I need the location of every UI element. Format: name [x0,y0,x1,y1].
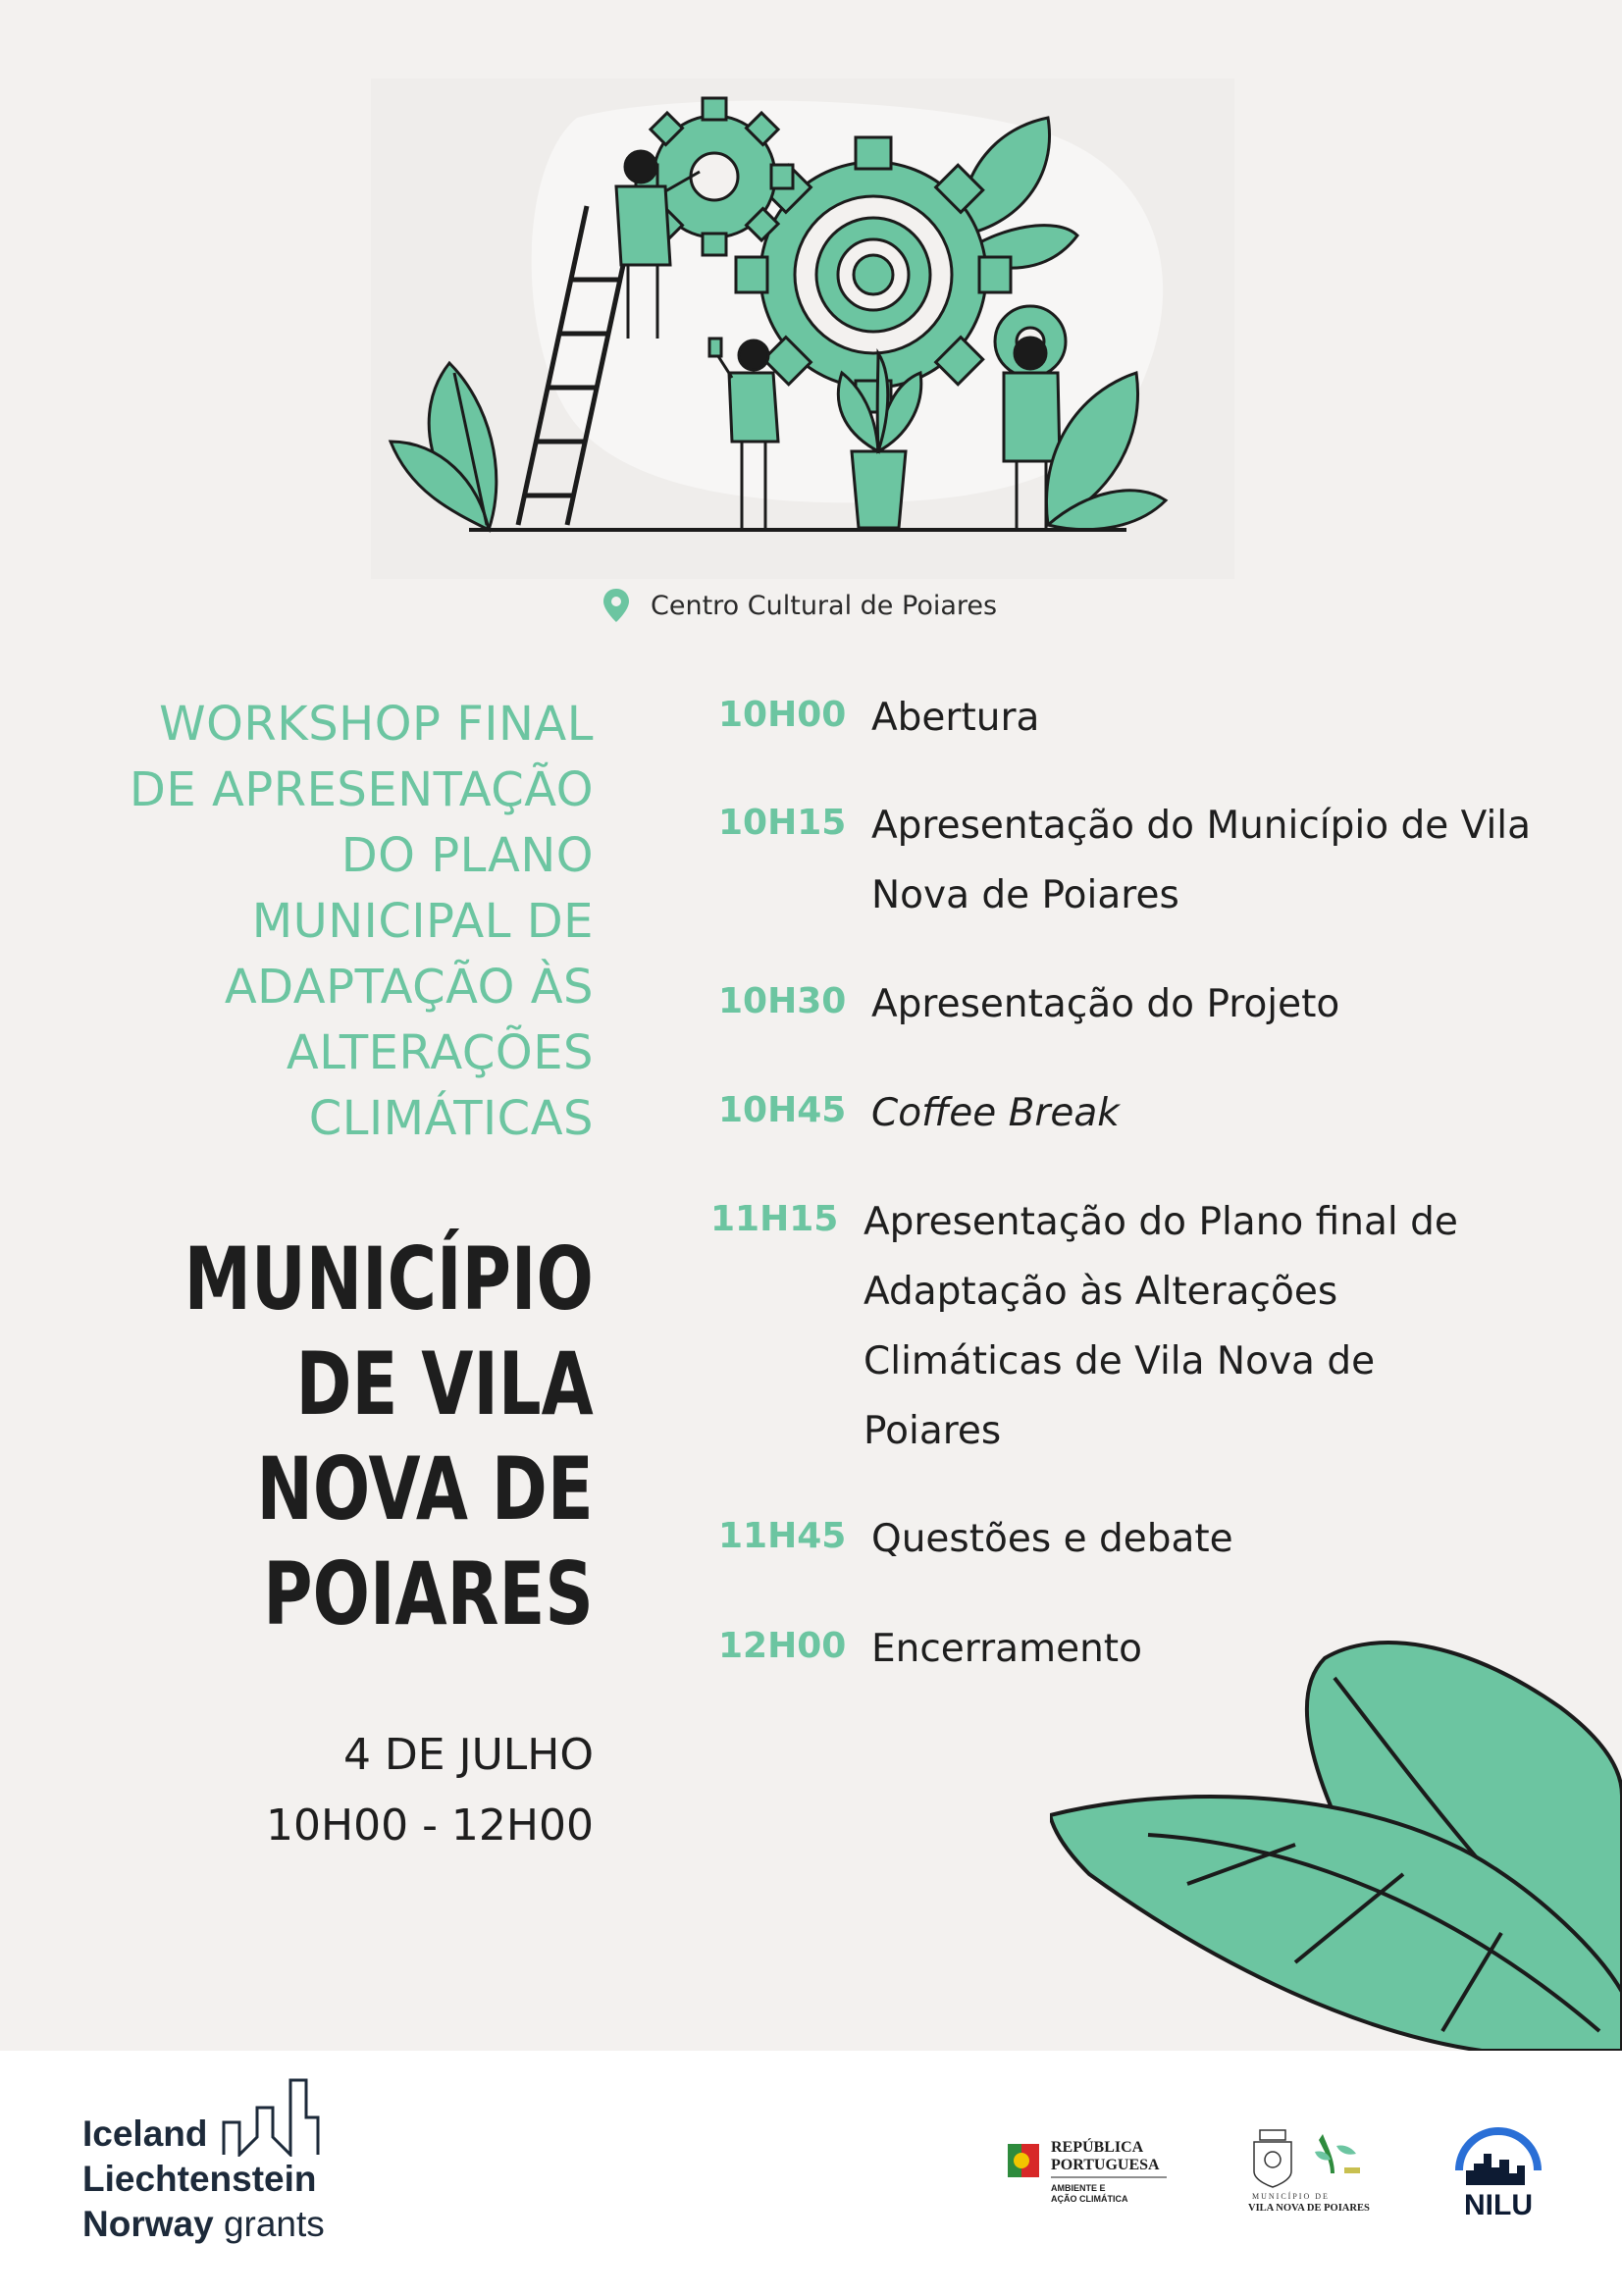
schedule-time: 12H00 [718,1626,847,1666]
schedule-time: 10H30 [718,981,847,1021]
grants-bars-icon [222,2078,320,2157]
municipality-line: MUNICÍPIO [183,1228,594,1330]
workshop-title-line: DE APRESENTAÇÃO [129,762,594,817]
schedule-text-line: Adaptação às Alterações [863,1270,1338,1314]
event-location [603,581,997,630]
rp-line2: PORTUGUESA [1051,2157,1160,2173]
event-date [266,1720,594,1861]
mvnp-line1: MUNICÍPIO DE [1252,2192,1330,2201]
schedule-time: 11H15 [710,1199,839,1239]
schedule-text-line: Apresentação do Município de Vila [871,804,1532,848]
schedule-text-line: Apresentação do Projeto [871,982,1340,1026]
location-label: Centro Cultural de Poiares [651,590,998,621]
rp-line3: AMBIENTE E [1051,2183,1106,2193]
event-time: 10H00 - 12H00 [266,1800,594,1851]
grants-line-liechtenstein: Liechtenstein [82,2159,317,2199]
grants-line-norway: Norway [82,2204,214,2244]
schedule-text-line: Questões e debate [871,1517,1233,1561]
nilu-logo [1454,2116,1543,2219]
rp-line4: AÇÃO CLIMÁTICA [1051,2194,1128,2204]
schedule-text-line: Nova de Poiares [871,873,1179,917]
schedule-time: 10H00 [718,695,847,735]
event-day: 4 DE JULHO [342,1730,594,1780]
schedule-text [863,1187,1541,1466]
schedule-text [871,791,1548,930]
mvnp-line2: VILA NOVA DE POIARES [1248,2203,1370,2214]
schedule-text [871,683,1548,753]
schedule-time: 10H15 [718,803,847,843]
workshop-title-line: DO PLANO [340,828,594,883]
workshop-title [83,692,594,1152]
workshop-title-line: ALTERAÇÕES [286,1025,594,1080]
workshop-title-line: MUNICIPAL DE [251,894,594,949]
municipio-vila-nova-de-poiares-logo [1246,2124,1393,2218]
grants-line-grants: grants [223,2204,325,2244]
rp-line1: REPÚBLICA [1051,2139,1144,2156]
municipality-line: POIARES [263,1543,594,1644]
nilu-label: NILU [1464,2189,1533,2219]
schedule-text-line: Climáticas de Vila Nova de [863,1339,1376,1383]
republica-portuguesa-logo [1008,2134,1175,2213]
eea-norway-grants-logo [82,2078,325,2247]
schedule-text-line: Poiares [863,1409,1002,1453]
schedule-text-line: Encerramento [871,1627,1142,1671]
schedule-text-line: Abertura [871,696,1040,740]
grants-line-iceland: Iceland [82,2113,208,2154]
municipality-heading [184,1226,594,1646]
schedule-text [871,1078,1548,1148]
schedule-time: 10H45 [718,1090,847,1130]
workshop-title-line: ADAPTAÇÃO ÀS [224,960,594,1015]
schedule-text [871,969,1548,1039]
decorative-leaves [1050,1619,1622,2051]
workshop-title-line: CLIMÁTICAS [308,1091,594,1146]
schedule-time: 11H45 [718,1516,847,1556]
schedule-text-line: Coffee Break [871,1091,1120,1135]
schedule-text [871,1504,1548,1574]
municipality-line: NOVA DE [256,1438,594,1539]
location-pin-icon [603,589,629,622]
schedule-text-line: Apresentação do Plano final de [863,1200,1458,1244]
municipality-line: DE VILA [295,1333,594,1435]
gears-teamwork-illustration [371,78,1234,579]
workshop-title-line: WORKSHOP FINAL [159,697,594,752]
